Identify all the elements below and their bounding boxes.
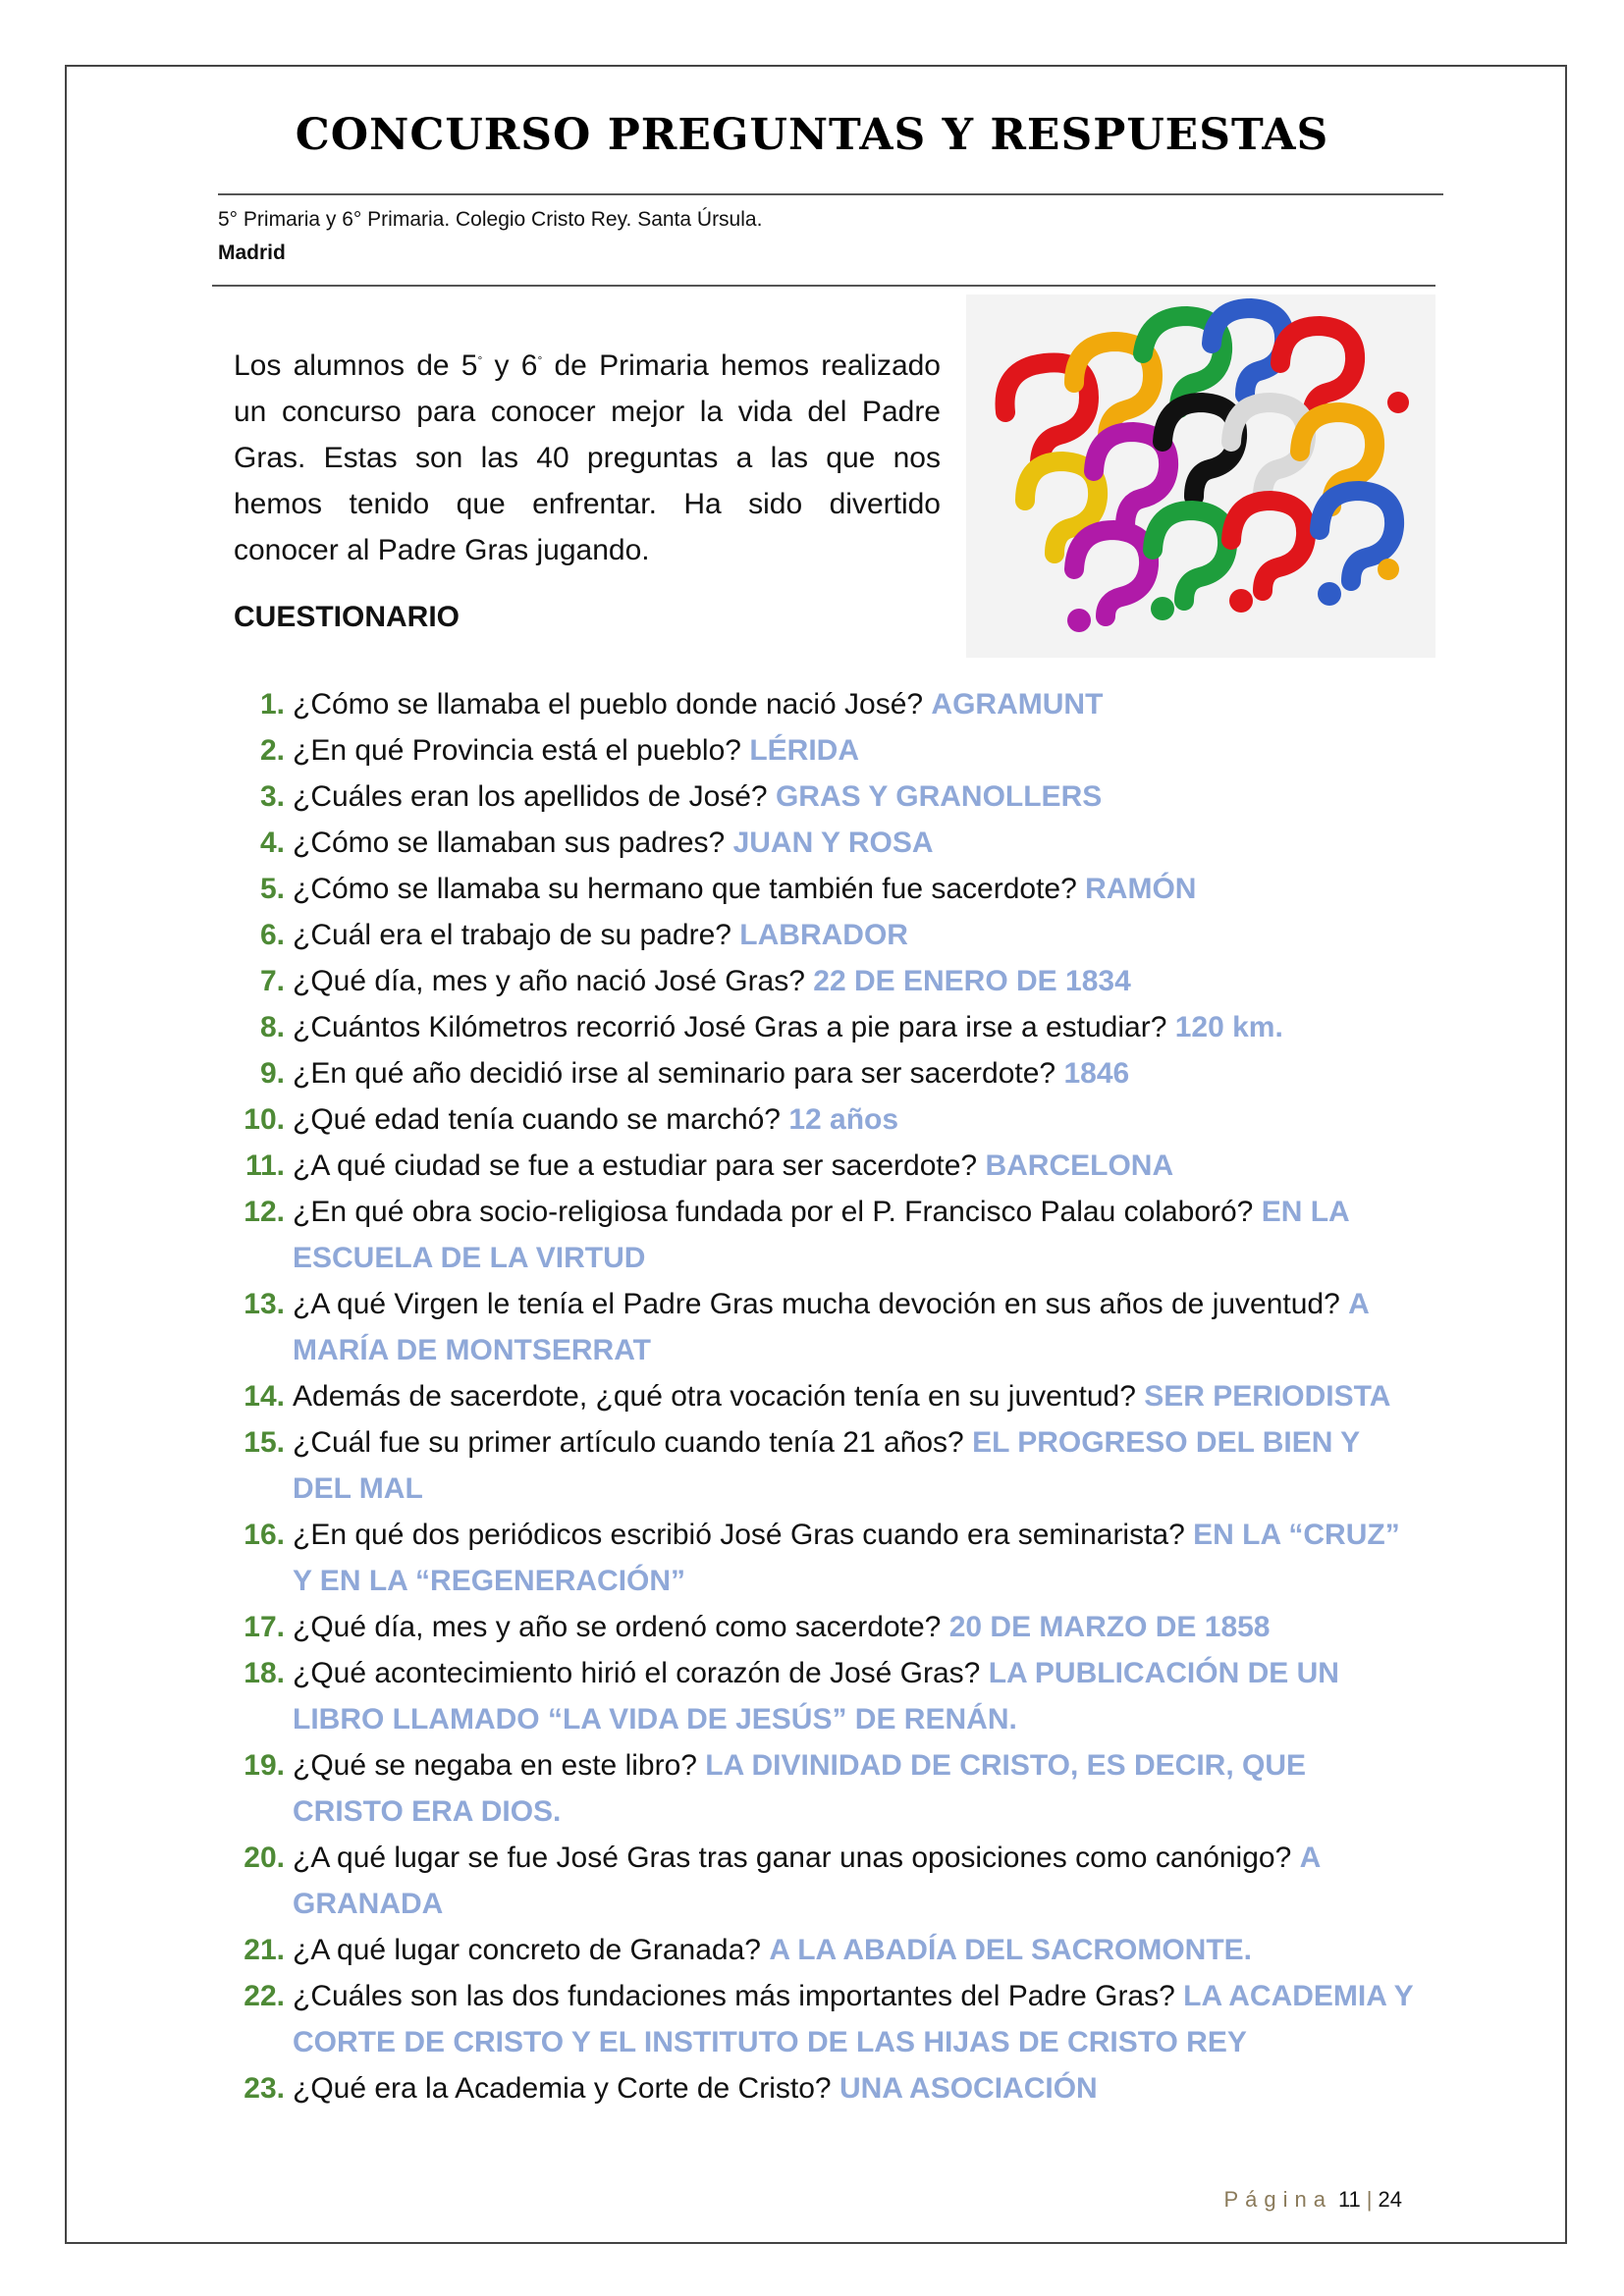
answer-text: LABRADOR [739, 919, 908, 951]
question-text: ¿Qué día, mes y año se ordenó como sacerdote? [293, 1611, 942, 1643]
question-text: ¿A qué lugar concreto de Granada? [293, 1934, 761, 1966]
question-number: 14. [244, 1380, 285, 1413]
question-text: ¿Cuál fue su primer artículo cuando tenía 21 años? [293, 1426, 964, 1459]
question-number: 18. [244, 1657, 285, 1689]
question-text: ¿Cuántos Kilómetros recorrió José Gras a pie para irse a estudiar? [293, 1011, 1167, 1043]
question-number: 8. [259, 1011, 285, 1043]
answer-text: 120 km. [1174, 1011, 1283, 1043]
question-number: 10. [244, 1103, 285, 1136]
question-number: 17. [244, 1611, 285, 1643]
question-item [236, 1143, 1424, 1189]
question-list [236, 681, 1424, 2111]
question-text: ¿Qué acontecimiento hirió el corazón de José Gras? [293, 1657, 981, 1689]
question-text: ¿A qué lugar se fue José Gras tras ganar unas oposiciones como canónigo? [293, 1842, 1292, 1874]
question-item [236, 1373, 1424, 1419]
question-number: 21. [244, 1934, 285, 1966]
answer-text: LA ACADEMIA Y CORTE DE CRISTO Y EL INSTITUTO DE LAS HIJAS DE CRISTO REY [293, 1980, 1414, 2058]
question-item [236, 1189, 1424, 1281]
question-item [236, 1835, 1424, 1927]
answer-text: SER PERIODISTA [1144, 1380, 1391, 1413]
intro-paragraph: Los alumnos de 5° y 6° de Primaria hemos realizado un concurso para conocer mejor la vida del Padre Gras. Estas son las 40 preguntas a las que nos hemos tenido que enfrentar. Ha sido divertido conocer al Padre Gras jugando. [234, 349, 941, 566]
question-number: 20. [244, 1842, 285, 1874]
question-text: ¿A qué Virgen le tenía el Padre Gras mucha devoción en sus años de juventud? [293, 1288, 1340, 1320]
header-divider-bottom [212, 285, 1435, 287]
question-item [236, 1973, 1424, 2065]
question-text: ¿Qué se negaba en este libro? [293, 1749, 697, 1782]
question-item [236, 912, 1424, 958]
page-number: 11 [1337, 2187, 1361, 2212]
question-item [236, 1604, 1424, 1650]
question-number: 22. [244, 1980, 285, 2012]
question-number: 19. [244, 1749, 285, 1782]
question-number: 1. [259, 688, 285, 721]
answer-text: EL PROGRESO DEL BIEN Y DEL MAL [293, 1426, 1360, 1505]
question-item [236, 1742, 1424, 1835]
question-number: 12. [244, 1196, 285, 1228]
question-item [236, 681, 1424, 727]
question-item [236, 1004, 1424, 1050]
question-text: ¿Cómo se llamaban sus padres? [293, 827, 726, 859]
page-label: Página [1223, 2187, 1332, 2212]
page-footer [1223, 2187, 1402, 2213]
question-item [236, 1281, 1424, 1373]
question-text: ¿Qué era la Academia y Corte de Cristo? [293, 2072, 832, 2105]
document-title: CONCURSO PREGUNTAS Y RESPUESTAS [295, 110, 1329, 160]
question-item [236, 2065, 1424, 2111]
question-number: 2. [259, 734, 285, 767]
section-heading: CUESTIONARIO [234, 601, 460, 633]
question-item [236, 1050, 1424, 1096]
question-number: 5. [259, 873, 285, 905]
answer-text: LA DIVINIDAD DE CRISTO, ES DECIR, QUE CRISTO ERA DIOS. [293, 1749, 1307, 1828]
answer-text: BARCELONA [985, 1149, 1174, 1182]
question-item [236, 1512, 1424, 1604]
answer-text: EN LA “CRUZ” Y EN LA “REGENERACIÓN” [293, 1519, 1400, 1597]
question-text: ¿A qué ciudad se fue a estudiar para ser sacerdote? [293, 1149, 978, 1182]
question-text: ¿Cuál era el trabajo de su padre? [293, 919, 731, 951]
question-item [236, 1096, 1424, 1143]
answer-text: JUAN Y ROSA [732, 827, 934, 859]
answer-text: GRAS Y GRANOLLERS [775, 780, 1103, 813]
question-item [236, 1419, 1424, 1512]
question-item [236, 820, 1424, 866]
answer-text: A GRANADA [293, 1842, 1321, 1920]
question-number: 3. [259, 780, 285, 813]
question-text: ¿En qué año decidió irse al seminario para ser sacerdote? [293, 1057, 1056, 1090]
question-text: Además de sacerdote, ¿qué otra vocación tenía en su juventud? [293, 1380, 1136, 1413]
question-text: ¿En qué dos periódicos escribió José Gras cuando era seminarista? [293, 1519, 1185, 1551]
header-divider-top [218, 193, 1443, 195]
question-text: ¿Qué edad tenía cuando se marchó? [293, 1103, 781, 1136]
question-item [236, 958, 1424, 1004]
question-number: 6. [259, 919, 285, 951]
answer-text: 22 DE ENERO DE 1834 [813, 965, 1131, 997]
question-text: ¿Qué día, mes y año nació José Gras? [293, 965, 805, 997]
question-text: ¿En qué obra socio-religiosa fundada por el P. Francisco Palau colaboró? [293, 1196, 1254, 1228]
question-marks-image [966, 294, 1435, 658]
question-number: 23. [244, 2072, 285, 2105]
question-text: ¿Cómo se llamaba su hermano que también fue sacerdote? [293, 873, 1077, 905]
question-item [236, 866, 1424, 912]
answer-text: RAMÓN [1085, 873, 1197, 905]
question-text: ¿Cómo se llamaba el pueblo donde nació José? [293, 688, 924, 721]
question-number: 11. [244, 1149, 285, 1182]
question-number: 9. [259, 1057, 285, 1090]
page-separator: | [1366, 2187, 1373, 2212]
question-text: ¿Cuáles son las dos fundaciones más importantes del Padre Gras? [293, 1980, 1175, 2012]
question-number: 7. [259, 965, 285, 997]
answer-text: AGRAMUNT [931, 688, 1104, 721]
question-item [236, 1927, 1424, 1973]
question-text: ¿En qué Provincia está el pueblo? [293, 734, 741, 767]
answer-text: 12 años [788, 1103, 899, 1136]
answer-text: LÉRIDA [749, 734, 859, 767]
answer-text: UNA ASOCIACIÓN [839, 2072, 1098, 2105]
school-city: Madrid [218, 241, 286, 264]
answer-text: A LA ABADÍA DEL SACROMONTE. [769, 1934, 1252, 1966]
answer-text: EN LA ESCUELA DE LA VIRTUD [293, 1196, 1349, 1274]
question-item [236, 1650, 1424, 1742]
question-number: 15. [244, 1426, 285, 1459]
answer-text: 20 DE MARZO DE 1858 [948, 1611, 1271, 1643]
answer-text: A MARÍA DE MONTSERRAT [293, 1288, 1369, 1366]
question-number: 16. [244, 1519, 285, 1551]
answer-text: LA PUBLICACIÓN DE UN LIBRO LLAMADO “LA VIDA DE JESÚS” DE RENÁN. [293, 1657, 1339, 1735]
question-number: 4. [259, 827, 285, 859]
question-number: 13. [244, 1288, 285, 1320]
page-total: 24 [1378, 2187, 1402, 2212]
question-marks-icon [966, 294, 1435, 658]
question-item [236, 727, 1424, 774]
school-info: 5° Primaria y 6° Primaria. Colegio Cristo Rey. Santa Úrsula. [218, 208, 763, 231]
answer-text: 1846 [1063, 1057, 1130, 1090]
question-text: ¿Cuáles eran los apellidos de José? [293, 780, 768, 813]
question-item [236, 774, 1424, 820]
